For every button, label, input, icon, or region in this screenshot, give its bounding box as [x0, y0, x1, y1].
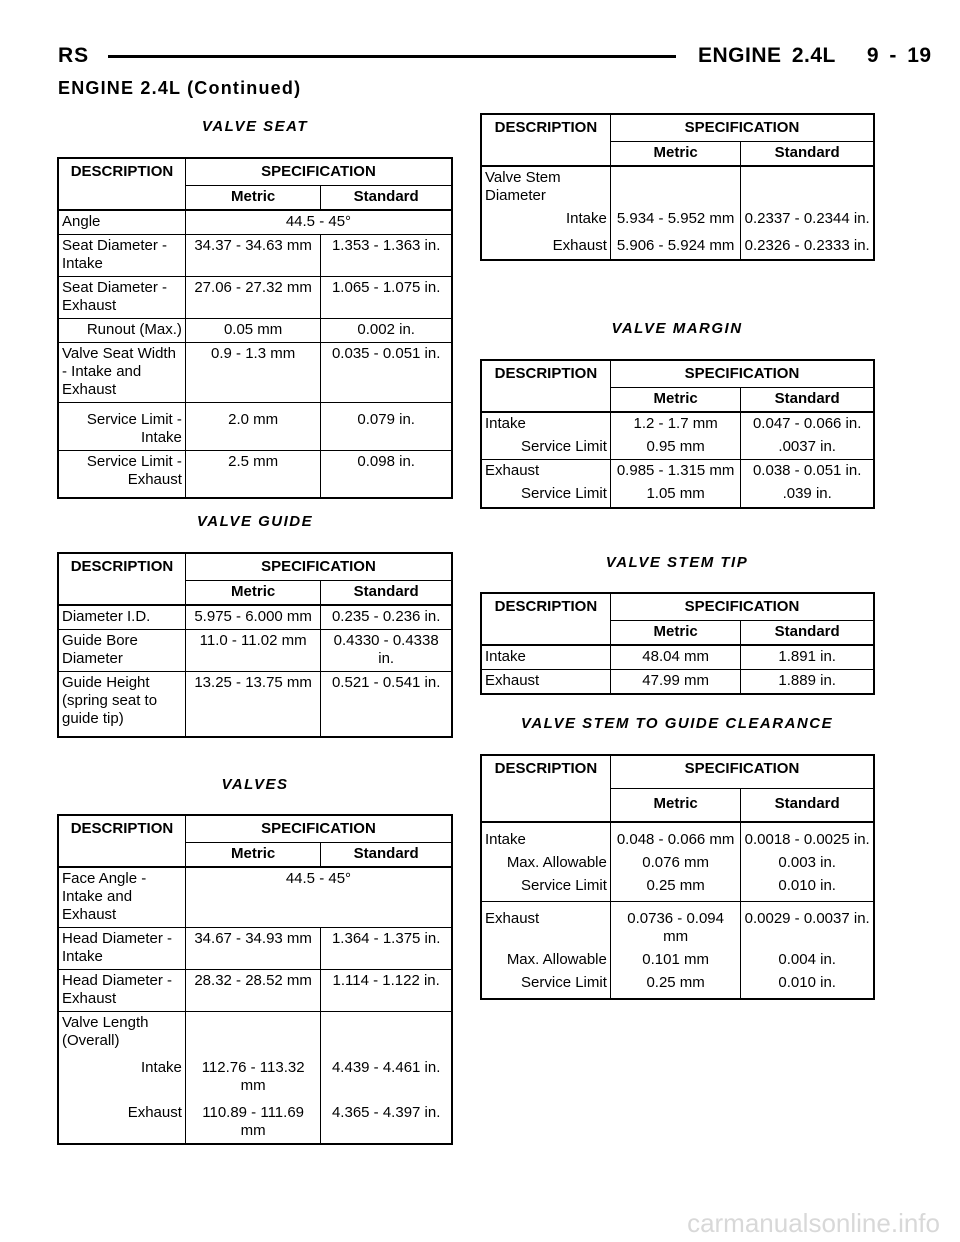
- header-title: [698, 44, 932, 68]
- row-description: Exhaust: [482, 670, 611, 694]
- standard-header: Standard: [741, 142, 874, 167]
- table-row: [482, 972, 874, 999]
- row-description: Face Angle - Intake and Exhaust: [59, 867, 186, 928]
- table-header-row: [482, 115, 874, 142]
- row-metric: 5.934 - 5.952 mm: [610, 208, 741, 231]
- specification-header: SPECIFICATION: [185, 159, 451, 186]
- description-header: DESCRIPTION: [59, 554, 186, 581]
- row-metric: 0.9 - 1.3 mm: [185, 343, 320, 403]
- standard-header: Standard: [321, 581, 452, 606]
- row-metric: 0.0736 - 0.094 mm: [610, 902, 741, 950]
- table-row: [59, 319, 452, 343]
- valve-margin-title: VALVE MARGIN: [611, 320, 743, 337]
- valve-stem-diameter-table: [481, 114, 874, 260]
- row-description: Valve Seat Width - Intake and Exhaust: [59, 343, 186, 403]
- row-description: Service Limit: [482, 436, 611, 460]
- row-description: Guide Height (spring seat to guide tip): [59, 672, 186, 737]
- row-description: Intake: [59, 1053, 186, 1098]
- table-row: [59, 630, 452, 672]
- row-metric: 0.95 mm: [610, 436, 741, 460]
- row-metric: 28.32 - 28.52 mm: [185, 970, 320, 1012]
- table-row: [59, 672, 452, 737]
- specification-header: SPECIFICATION: [610, 594, 873, 621]
- table-row: [482, 949, 874, 972]
- table-row: [482, 208, 874, 231]
- table-row: [59, 605, 452, 630]
- row-standard: 4.439 - 4.461 in.: [321, 1053, 452, 1098]
- valve-seat-title: VALVE SEAT: [201, 118, 309, 135]
- standard-header: Standard: [741, 789, 874, 823]
- specification-header: SPECIFICATION: [610, 756, 873, 789]
- table-row: [59, 277, 452, 319]
- row-description: Service Limit: [482, 875, 611, 902]
- standard-header: Standard: [321, 186, 452, 211]
- row-description: Valve Stem Diameter: [482, 166, 611, 208]
- table-row: [482, 645, 874, 670]
- row-description: Service Limit: [482, 483, 611, 508]
- metric-header: Metric: [610, 621, 741, 646]
- metric-header: Metric: [610, 388, 741, 413]
- row-metric: 0.076 mm: [610, 852, 741, 875]
- table-subheader-row: [59, 581, 452, 606]
- header-rule: [108, 55, 676, 58]
- table-row: [482, 436, 874, 460]
- row-standard: 0.4330 - 0.4338 in.: [321, 630, 452, 672]
- table-header-row: [482, 594, 874, 621]
- row-description: Max. Allowable: [482, 949, 611, 972]
- row-metric: 5.906 - 5.924 mm: [610, 231, 741, 260]
- row-standard: 0.002 in.: [321, 319, 452, 343]
- table-row: [482, 822, 874, 852]
- table-row: [482, 483, 874, 508]
- row-metric: 0.101 mm: [610, 949, 741, 972]
- table-header-row: [59, 816, 452, 843]
- row-value: 44.5 - 45°: [185, 210, 451, 235]
- table-row: [482, 852, 874, 875]
- row-metric: 110.89 - 111.69 mm: [185, 1098, 320, 1144]
- row-standard: 1.353 - 1.363 in.: [321, 235, 452, 277]
- specification-header: SPECIFICATION: [185, 816, 451, 843]
- table-row: [59, 403, 452, 451]
- row-standard: 1.114 - 1.122 in.: [321, 970, 452, 1012]
- row-description: Max. Allowable: [482, 852, 611, 875]
- watermark-text: carmanualsonline.info: [687, 1208, 940, 1238]
- table-header-row: [482, 361, 874, 388]
- standard-header: Standard: [741, 388, 874, 413]
- row-description: Seat Diameter - Exhaust: [59, 277, 186, 319]
- description-header: DESCRIPTION: [482, 756, 611, 789]
- specification-header: SPECIFICATION: [610, 361, 873, 388]
- row-standard: 0.038 - 0.051 in.: [741, 460, 874, 484]
- table-row: [482, 412, 874, 436]
- valves-title: VALVES: [221, 776, 289, 793]
- row-metric: 0.25 mm: [610, 875, 741, 902]
- table-subheader-row: [482, 388, 874, 413]
- description-header: DESCRIPTION: [59, 159, 186, 186]
- standard-header: Standard: [741, 621, 874, 646]
- table-row: [59, 343, 452, 403]
- table-header-row: [482, 756, 874, 789]
- row-description: Service Limit - Intake: [59, 403, 186, 451]
- row-standard: 0.079 in.: [321, 403, 452, 451]
- row-standard: .0037 in.: [741, 436, 874, 460]
- row-description: Angle: [59, 210, 186, 235]
- row-standard: 0.004 in.: [741, 949, 874, 972]
- specification-header: SPECIFICATION: [185, 554, 451, 581]
- table-row: [59, 1012, 452, 1054]
- table-row: [482, 460, 874, 484]
- metric-header: Metric: [610, 142, 741, 167]
- table-row: [59, 1053, 452, 1098]
- row-description: Exhaust: [482, 902, 611, 950]
- header-title-text: ENGINE 2.4L: [698, 44, 836, 67]
- valves-table: [58, 815, 452, 1144]
- row-standard: 0.003 in.: [741, 852, 874, 875]
- row-value: 44.5 - 45°: [185, 867, 451, 928]
- table-subheader-row: [59, 843, 452, 868]
- row-standard: 1.364 - 1.375 in.: [321, 928, 452, 970]
- row-description: Intake: [482, 208, 611, 231]
- description-header: DESCRIPTION: [482, 594, 611, 621]
- table-subheader-row: [482, 621, 874, 646]
- valve-guide-title: VALVE GUIDE: [196, 513, 314, 530]
- table-row: [59, 235, 452, 277]
- row-description: Intake: [482, 822, 611, 852]
- row-standard: 0.2337 - 0.2344 in.: [741, 208, 874, 231]
- row-description: Diameter I.D.: [59, 605, 186, 630]
- row-metric: 0.05 mm: [185, 319, 320, 343]
- description-header: DESCRIPTION: [59, 816, 186, 843]
- description-header: DESCRIPTION: [482, 361, 611, 388]
- row-description: Intake: [482, 645, 611, 670]
- description-header: DESCRIPTION: [482, 115, 611, 142]
- valve-stem-tip-table: [481, 593, 874, 694]
- row-standard: 0.235 - 0.236 in.: [321, 605, 452, 630]
- row-standard: 0.2326 - 0.2333 in.: [741, 231, 874, 260]
- row-standard: .039 in.: [741, 483, 874, 508]
- table-header-row: [59, 554, 452, 581]
- row-metric: 2.0 mm: [185, 403, 320, 451]
- table-row: [59, 970, 452, 1012]
- table-row: [482, 875, 874, 902]
- valve-guide-table: [58, 553, 452, 737]
- row-standard: 0.047 - 0.066 in.: [741, 412, 874, 436]
- row-description: Exhaust: [482, 460, 611, 484]
- table-row: [482, 166, 874, 208]
- row-metric: 13.25 - 13.75 mm: [185, 672, 320, 737]
- row-description: Runout (Max.): [59, 319, 186, 343]
- table-subheader-row: [482, 789, 874, 823]
- row-metric: 27.06 - 27.32 mm: [185, 277, 320, 319]
- standard-header: Standard: [321, 843, 452, 868]
- row-metric: 112.76 - 113.32 mm: [185, 1053, 320, 1098]
- table-header-row: [59, 159, 452, 186]
- row-metric: 0.048 - 0.066 mm: [610, 822, 741, 852]
- table-row: [59, 1098, 452, 1144]
- row-standard: 0.521 - 0.541 in.: [321, 672, 452, 737]
- table-row: [59, 210, 452, 235]
- metric-header: Metric: [185, 843, 320, 868]
- valve-seat-table: [58, 158, 452, 498]
- metric-header: Metric: [185, 186, 320, 211]
- row-standard: 0.098 in.: [321, 451, 452, 498]
- table-row: [59, 867, 452, 928]
- row-description: Head Diameter - Exhaust: [59, 970, 186, 1012]
- row-description: Guide Bore Diameter: [59, 630, 186, 672]
- table-row: [59, 451, 452, 498]
- clearance-table: [481, 755, 874, 999]
- row-standard: 0.0029 - 0.0037 in.: [741, 902, 874, 950]
- valve-stem-tip-title: VALVE STEM TIP: [605, 554, 749, 571]
- row-standard: 0.010 in.: [741, 875, 874, 902]
- row-description: Head Diameter - Intake: [59, 928, 186, 970]
- row-description: Intake: [482, 412, 611, 436]
- metric-header: Metric: [610, 789, 741, 823]
- table-subheader-row: [59, 186, 452, 211]
- specification-header: SPECIFICATION: [610, 115, 873, 142]
- row-metric: 34.37 - 34.63 mm: [185, 235, 320, 277]
- table-row: [482, 902, 874, 950]
- clearance-title: VALVE STEM TO GUIDE CLEARANCE: [520, 715, 834, 732]
- row-metric: 34.67 - 34.93 mm: [185, 928, 320, 970]
- row-description: Exhaust: [482, 231, 611, 260]
- row-description: Service Limit: [482, 972, 611, 999]
- row-standard: 0.035 - 0.051 in.: [321, 343, 452, 403]
- row-metric: 48.04 mm: [610, 645, 741, 670]
- row-metric: 5.975 - 6.000 mm: [185, 605, 320, 630]
- table-row: [482, 231, 874, 260]
- row-metric: 1.05 mm: [610, 483, 741, 508]
- continued-heading: ENGINE 2.4L (Continued): [58, 78, 302, 98]
- row-standard: 4.365 - 4.397 in.: [321, 1098, 452, 1144]
- table-row: [59, 928, 452, 970]
- row-metric: 0.25 mm: [610, 972, 741, 999]
- row-standard: 0.0018 - 0.0025 in.: [741, 822, 874, 852]
- row-description: Seat Diameter - Intake: [59, 235, 186, 277]
- row-metric: 47.99 mm: [610, 670, 741, 694]
- row-standard: 1.889 in.: [741, 670, 874, 694]
- row-standard: 0.010 in.: [741, 972, 874, 999]
- header-section-code: RS: [58, 44, 90, 67]
- valve-margin-table: [481, 360, 874, 508]
- metric-header: Metric: [185, 581, 320, 606]
- row-metric: 0.985 - 1.315 mm: [610, 460, 741, 484]
- table-row: [482, 670, 874, 694]
- row-standard: 1.065 - 1.075 in.: [321, 277, 452, 319]
- table-subheader-row: [482, 142, 874, 167]
- row-metric: 11.0 - 11.02 mm: [185, 630, 320, 672]
- row-description: Valve Length (Overall): [59, 1012, 186, 1054]
- header-page-number: 9 - 19: [866, 44, 932, 67]
- row-metric: 1.2 - 1.7 mm: [610, 412, 741, 436]
- row-standard: 1.891 in.: [741, 645, 874, 670]
- row-metric: 2.5 mm: [185, 451, 320, 498]
- row-description: Service Limit - Exhaust: [59, 451, 186, 498]
- row-description: Exhaust: [59, 1098, 186, 1144]
